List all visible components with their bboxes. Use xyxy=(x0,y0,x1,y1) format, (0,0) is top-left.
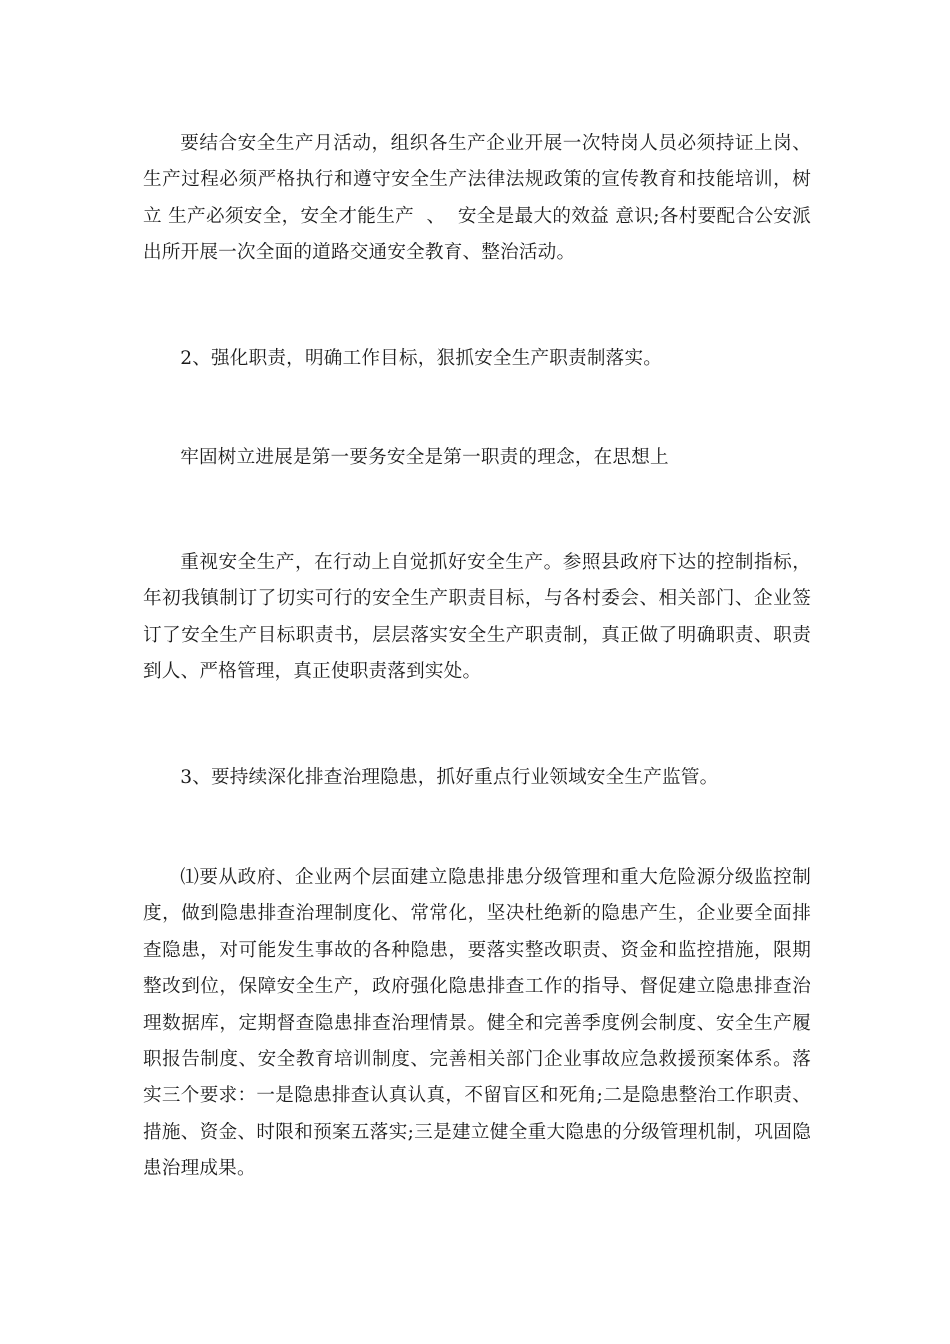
paragraph-development-concept: 牢固树立进展是第一要务安全是第一职责的理念，在思想上 xyxy=(180,447,669,468)
paragraph-responsibility-targets: 重视安全生产，在行动上自觉抓好安全生产。参照县政府下达的控制指标，年初我镇制订了切实可行的安全生产职责目标，与各村委会、相关部门、企业签订了安全生产目标职责书，层层落实安全生产职责制，真正做了明确职责、职责到人、严格管理，真正使职责落到实处。 xyxy=(143,552,811,683)
paragraph-safety-month: 要结合安全生产月活动，组织各生产企业开展一次特岗人员必须持证上岗、生产过程必须严格执行和遵守安全生产法律法规政策的宣传教育和技能培训，树立 生产必须安全，安全才能生产 、 安全是最大的效益 意识;各村要配合公安派出所开展一次全面的道路交通安全教育、整治活动。 xyxy=(143,133,811,264)
paragraph-hazard-investigation: ⑴要从政府、企业两个层面建立隐患排患分级管理和重大危险源分级监控制度，做到隐患排查治理制度化、常常化，坚决杜绝新的隐患产生，企业要全面排查隐患，对可能发生事故的各种隐患，要落实整改职责、资金和监控措施，限期整改到位，保障安全生产，政府强化隐患排查工作的指导、督促建立隐患排查治理数据库，定期督查隐患排查治理情景。健全和完善季度例会制度、安全生产履职报告制度、安全教育培训制度、完善相关部门企业事故应急救援预案体系。落实三个要求：一是隐患排查认真认真，不留盲区和死角;二是隐患整治工作职责、措施、资金、时限和预案五落实;三是建立健全重大隐患的分级管理机制，巩固隐患治理成果。 xyxy=(143,867,811,1180)
heading-section-3: 3、要持续深化排查治理隐患，抓好重点行业领域安全生产监管。 xyxy=(180,767,719,788)
heading-section-2: 2、强化职责，明确工作目标，狠抓安全生产职责制落实。 xyxy=(180,348,663,369)
